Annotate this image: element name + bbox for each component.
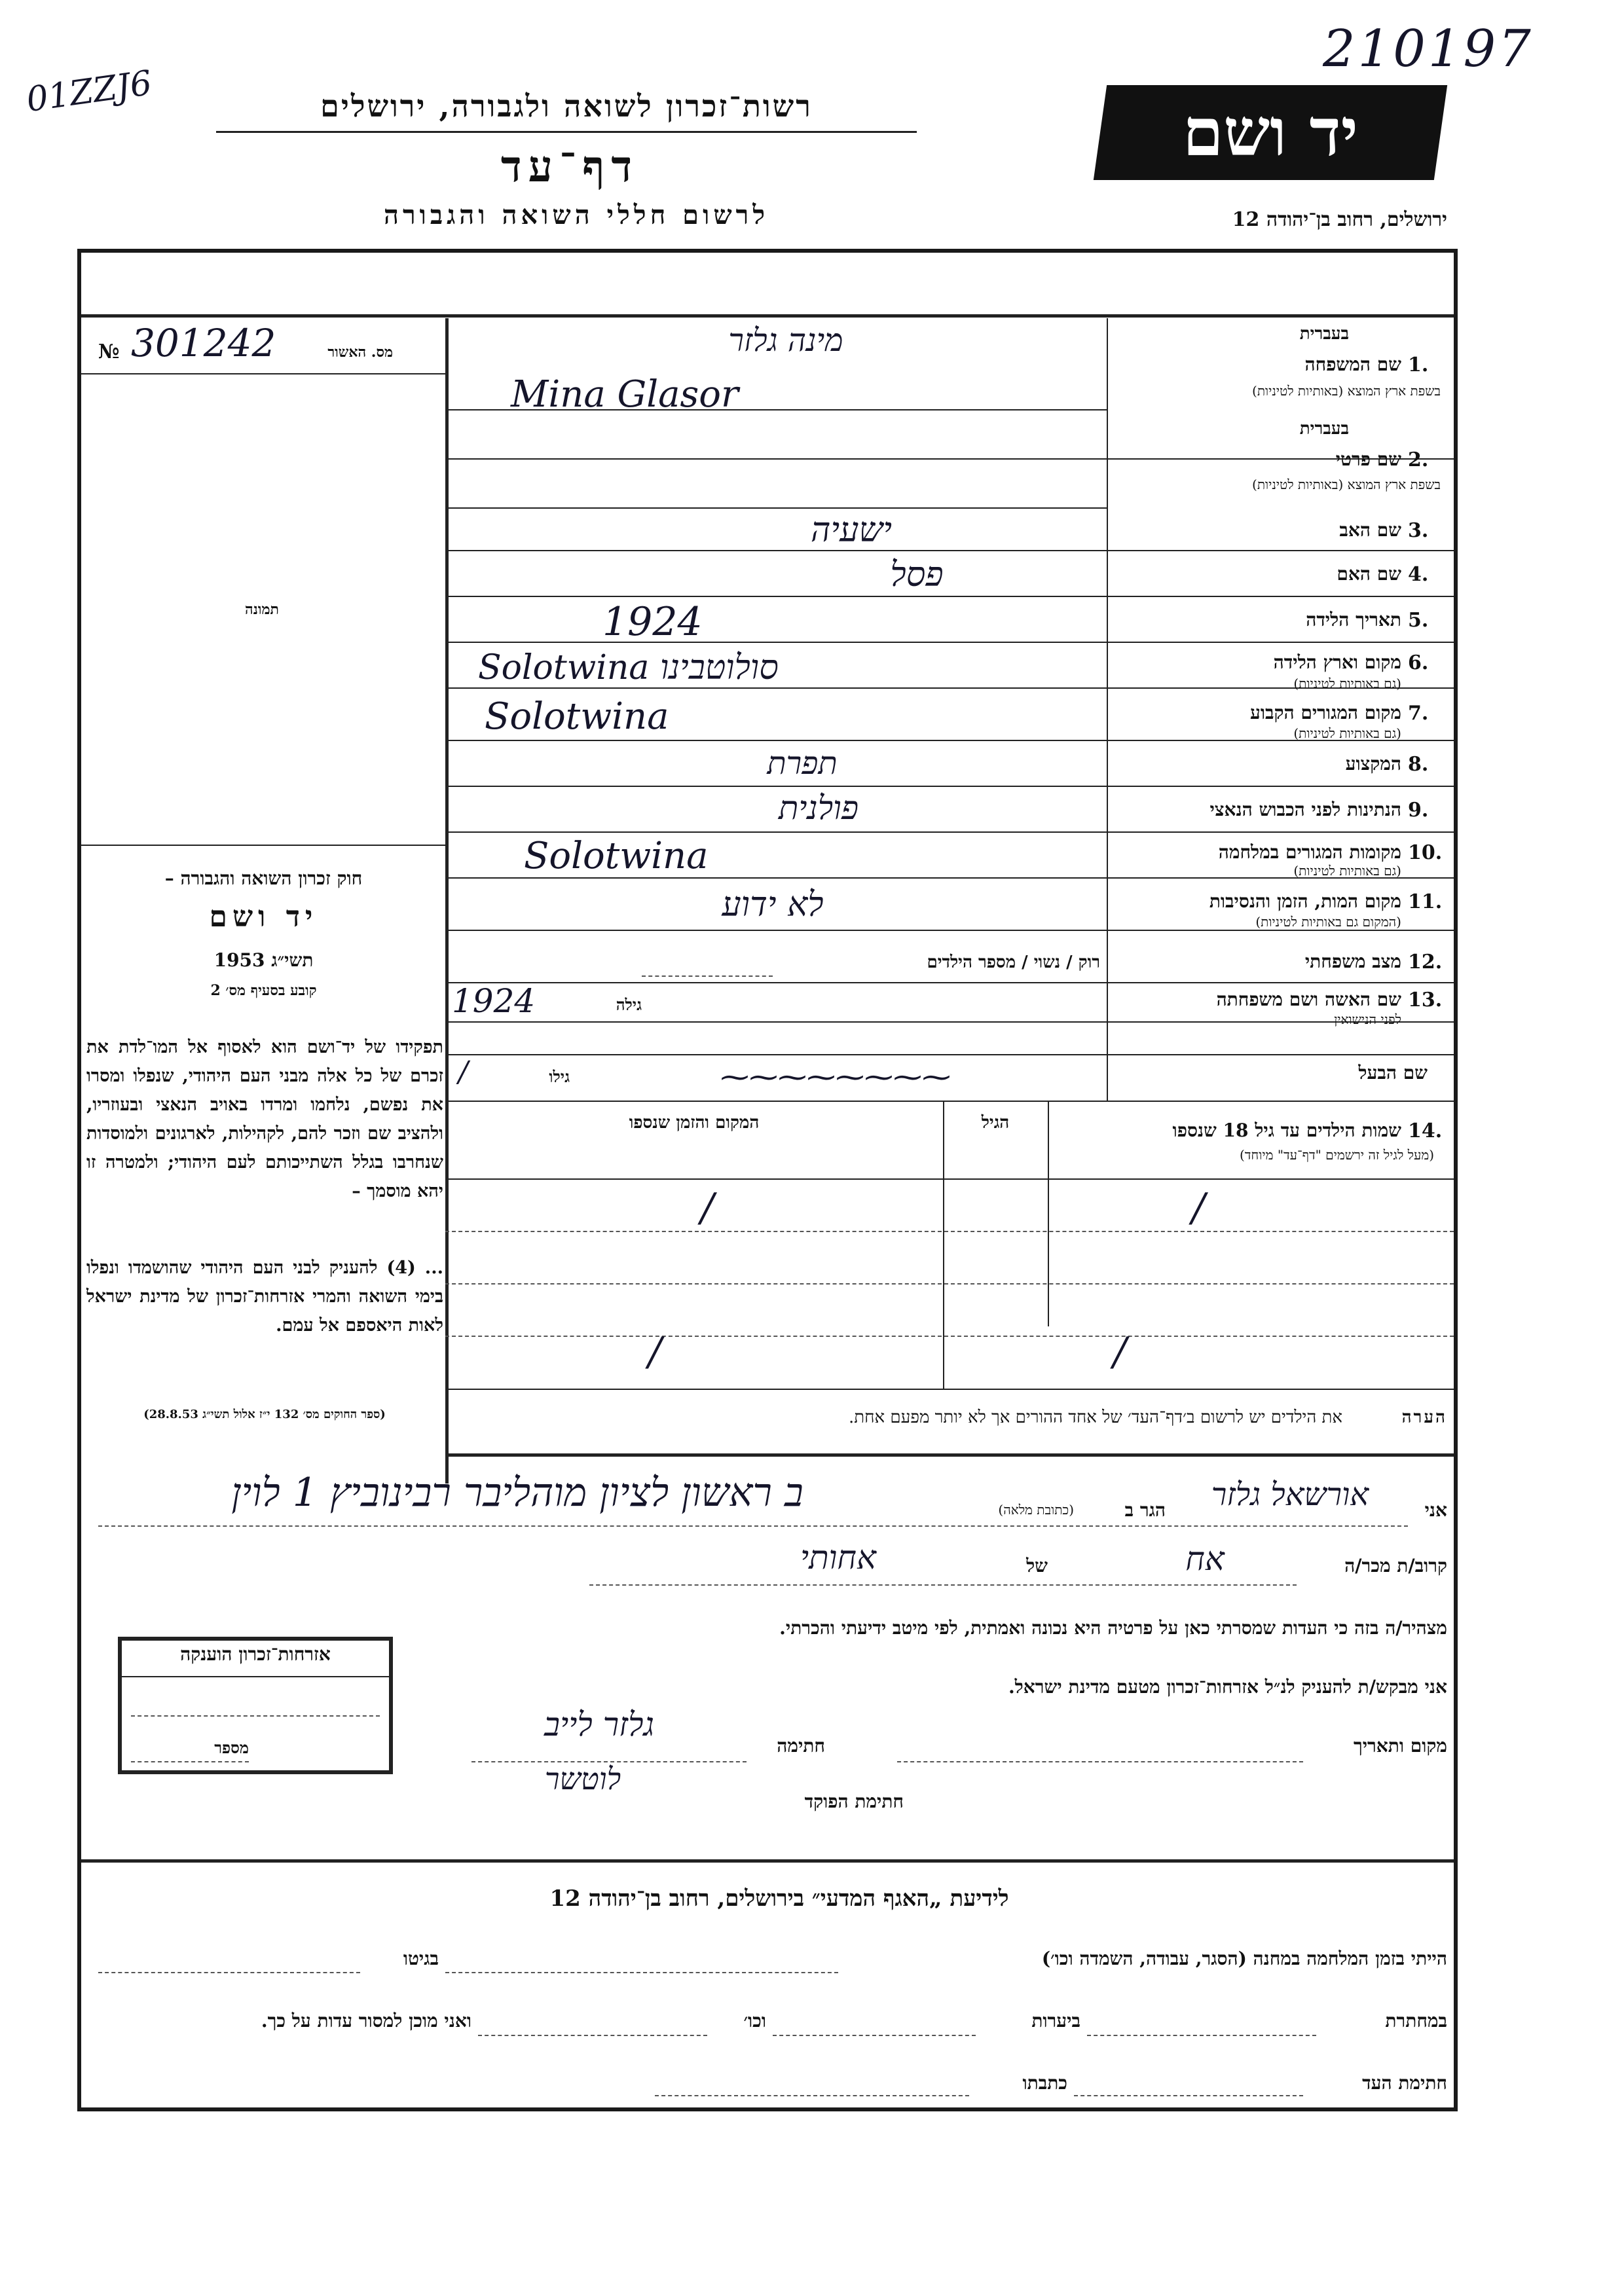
officer-signature-value: לוטשר (544, 1761, 621, 1796)
field-5-value: 1924 (602, 599, 703, 645)
field-4-value: פסל (890, 555, 944, 594)
children-strike-3: / (648, 1329, 662, 1375)
relation-of-value: אחותי (800, 1539, 876, 1576)
approval-label: מס. האשור (327, 344, 393, 361)
children-strike-1: / (701, 1185, 714, 1231)
signature-label: חתימה (777, 1735, 825, 1757)
footer-etc: וכו׳ (743, 2010, 766, 2032)
field-10-sub: (גם באותיות לטיניות) (1293, 863, 1401, 879)
field-4-number: 4. (1408, 563, 1429, 586)
declaration-statement: מצהיר/ה בזה כי העדות שמסרתי כאן על פרטיה היא נכונה ואמתית, לפי מיטב ידיעתי והכרתי. (779, 1617, 1447, 1639)
field-2-number: 2. (1408, 448, 1429, 471)
field-7-number: 7. (1408, 702, 1429, 725)
law-reference: (ספר החוקים מס׳ 132 י״ז אלול תשי״ג 28.8.53) (143, 1408, 386, 1421)
field-14-label: שמות הילדים עד גיל 18 שנספו (1172, 1120, 1401, 1141)
footer-underground: במחתרת (1385, 2010, 1447, 2032)
field-10-value: Solotwina (524, 835, 709, 877)
field-13-value: 1924 (452, 982, 536, 1020)
field-3-label: שם האב (1339, 519, 1401, 541)
field-10-number: 10. (1408, 841, 1443, 864)
field-11-sub: (המקום גם באותיות לטיניות) (1255, 914, 1401, 930)
form-subtitle: לרשום חללי השואה והגבורה (383, 200, 769, 230)
field-2-sub: בשפת ארץ המוצא (באותיות לטיניות) (1252, 477, 1441, 492)
footer-ready-to-testify: ואני מוכן למסור עדות על כך. (261, 2010, 471, 2032)
children-place-header: המקום והזמן שנספו (629, 1113, 760, 1133)
husband-strike: ⁓⁓⁓⁓⁓⁓⁓⁓ (720, 1061, 951, 1094)
field-13-label: שם האשה ושם משפחתה (1216, 989, 1401, 1010)
footer-line1: הייתי בזמן המלחמה במחנה (הסגר, עבודה, השמדה וכו׳) (1041, 1948, 1447, 1969)
field-8-number: 8. (1408, 753, 1429, 776)
children-strike-4: / (1113, 1329, 1127, 1375)
logo-address: ירושלים, רחוב בן־יהודה 12 (1232, 208, 1447, 231)
field-12-value: רוק / נשוי / מספר הילדים (927, 953, 1100, 972)
of-label: של (1026, 1555, 1048, 1576)
lives-at-label: הגר ב (1124, 1499, 1166, 1521)
field-13-number: 13. (1408, 989, 1443, 1011)
field-5-number: 5. (1408, 609, 1429, 632)
note-label: הערה (1401, 1408, 1447, 1427)
law-title: חוק זכרון השואה והגבורה – (164, 867, 363, 889)
authority-title: רשות־זכרון לשואה ולגבורה, ירושלים (320, 88, 813, 124)
law-year: תשי״ג 1953 (213, 949, 314, 971)
field-14-sub: (מעל לגיל זה ירשמים "דף־עד" מיוחד) (1239, 1147, 1434, 1163)
left-column-divider (445, 318, 449, 1484)
husband-age-label: גילו (549, 1067, 570, 1086)
law-title-yad-vashem: יד ושם (209, 900, 318, 934)
relative-value: אח (1185, 1540, 1225, 1578)
law-clause: קובע בסעיף מס׳ 2 (210, 982, 317, 999)
citizenship-box-title: אזרחות־זכרון הוענקה (180, 1643, 331, 1665)
field-6-label: מקום וארץ הלידה (1273, 651, 1401, 673)
field-3-value: ישעיה (811, 511, 892, 550)
place-date-label: מקום ותאריך (1353, 1735, 1447, 1757)
children-strike-2: / (1192, 1185, 1206, 1231)
footer-title: לידיעת „האגף המדעי״ בירושלים, רחוב בן־יהודה 12 (549, 1886, 1009, 1912)
law-text-1: תפקידו של יד־ושם הוא לאסוף אל המו־לדת את זכרם של כל אלה מבני העם היהודי, שנפלו ומסרו את נפשם, נלחמו ומרדו באויב הנאצי ובעוזריו, ולהציב שם וזכר להם, לקהילות, לארגונים ולמוסדות שנחרבו בגלל השתייכותם לעם היהודי; ולמטרה זו יהא מוסמך – (86, 1037, 443, 1201)
field-7-sub: (גם באותיות לטיניות) (1293, 725, 1401, 741)
approval-suffix: № (98, 340, 120, 363)
field-1-number: 1. (1408, 354, 1429, 376)
field-1-lang: בעברית (1299, 324, 1349, 344)
address-value: ב ראשון לציון מוהליבר רבינוביץ 1 לוין (231, 1470, 803, 1516)
authority-underline (216, 131, 917, 133)
declaration-ani: אני (1424, 1499, 1447, 1521)
field-6-value: Solotwina סולוטבינו (478, 648, 779, 687)
field-12-number: 12. (1408, 951, 1443, 974)
field-14-number: 14. (1408, 1120, 1443, 1142)
field-11-label: מקום המות, הזמן והנסיבות (1209, 890, 1401, 912)
photo-label: תמונה (245, 601, 279, 618)
field-3-number: 3. (1408, 519, 1429, 542)
field-2-lang: בעברית (1299, 419, 1349, 439)
field-13-age-label: גילה (616, 995, 642, 1014)
field-4-label: שם האם (1337, 563, 1401, 585)
approval-number: 301242 (131, 321, 276, 365)
field-1-sub: בשפת ארץ המוצא (באותיות לטיניות) (1252, 383, 1441, 399)
citizenship-number-label: מספר (214, 1738, 249, 1757)
law-text-2: ... (4) להעניק לבני העם היהודי שהושמדו ונפלו בימי השואה והמרי אזרחות־זכרון של מדינת ישראל לאות היאספם אל עמם. (86, 1258, 443, 1336)
archive-number: 210197 (1323, 20, 1534, 79)
footer-address-label: כתבתו (1022, 2072, 1067, 2094)
field-6-sub: (גם באותיות לטיניות) (1293, 676, 1401, 691)
officer-signature-label: חתימת הפוקד (804, 1791, 904, 1812)
declarant-name: אורשאל גלזר (1211, 1476, 1369, 1513)
footer-line1-ghetto: בגיטו (403, 1948, 439, 1969)
footer-forests: ביערות (1031, 2010, 1080, 2032)
field-9-label: הנתינות לפני הכבוש הנאצי (1209, 799, 1401, 820)
field-8-label: המקצוע (1345, 753, 1401, 774)
field-7-label: מקום המגורים הקבוע (1250, 702, 1401, 723)
field-7-value: Solotwina (485, 695, 669, 738)
note-text: את הילדים יש לרשום ב׳דף־העד׳ של אחד ההורים אך לא יותר מפעם אחת. (849, 1408, 1342, 1427)
relative-label: קרוב/ת מכר/ה (1344, 1555, 1447, 1576)
husband-label: שם הבעל (1358, 1062, 1428, 1084)
field-11-value: לא ידוע (722, 885, 824, 924)
field-13-sub: לפני הנישואין (1334, 1011, 1401, 1027)
address-hint: (כתובת מלאה) (998, 1502, 1074, 1518)
field-10-label: מקומות המגורים במלחמה (1218, 841, 1401, 863)
field-6-number: 6. (1408, 651, 1429, 674)
field-1-label: שם המשפחה (1304, 354, 1401, 375)
declaration-request: אני מבקש/ת להעניק לנ״ל אזרחות־זכרון מטעם מדינת ישראל. (1008, 1676, 1447, 1698)
field-1-value-hebrew: מינה גלזר (728, 322, 843, 359)
field-11-number: 11. (1408, 890, 1443, 913)
field-2-label: שם פרטי (1335, 448, 1401, 470)
corner-mark: 01ZZJ6 (24, 63, 155, 120)
field-12-label: מצב משפחתי (1304, 951, 1401, 972)
husband-age-value: / (458, 1055, 468, 1089)
field-9-value: פולנית (778, 789, 859, 827)
field-1-value-latin: Mina Glasor (511, 373, 739, 416)
children-age-header: הגיל (981, 1113, 1010, 1133)
footer-witness-signature: חתימת העד (1362, 2072, 1447, 2094)
field-9-number: 9. (1408, 799, 1429, 822)
signature-value: גלזר לייב (544, 1705, 654, 1743)
logo-text: יד ושם (1183, 94, 1358, 171)
form-title: דף־עד (500, 141, 639, 192)
field-8-value: תפרת (767, 745, 838, 782)
field-5-label: תאריך הלידה (1306, 609, 1401, 630)
